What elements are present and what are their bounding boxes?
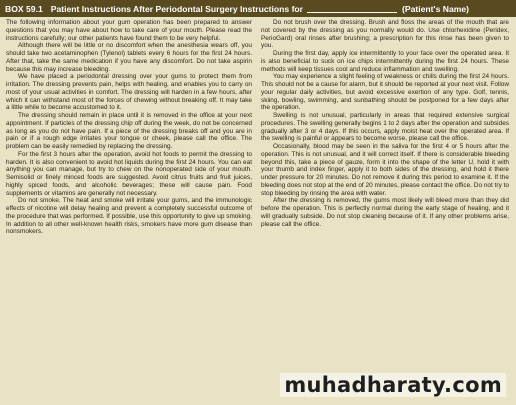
- paragraph: Occasionally, blood may be seen in the saliva for the first 4 or 5 hours after the operation. This is not unusual, and it will correct itself. If there is considerable bleeding beyond this, take a piece of gauze, form it into the shape of the letter U, hold it with your thumb and index finger, apply it to both sides of the dressing, and hold it there under pressure for 20 minutes. Do not remove it during this period to examine it. If the bleeding does not stop at the end of 20 minutes, please contact the office. Do not try to stop bleeding by rinsing the area with water.: [261, 143, 509, 197]
- left-column: [6, 19, 252, 236]
- paragraph: You may experience a slight feeling of weakness or chills during the first 24 hours. This should not be a cause for alarm, but it should be reported at your next visit. Follow your regular daily activities, but avoid excessive exertion of any type. Golf, tennis, skiing, bowling, swimming, and sunbathing should be postponed for a few days after the operation.: [261, 73, 509, 112]
- paragraph: For the first 3 hours after the operation, avoid hot foods to permit the dressing to harden. It is also convenient to avoid hot liquids during the first 24 hours. You can eat anything you can manage, but try to chew on the nonoperated side of your mouth. Semisolid or finely minced foods are suggested. Avoid citrus fruits and fruit juices, highly spiced foods, and alcoholic beverages; these will cause pain. Food supplements or vitamins are generally not necessary.: [6, 150, 252, 197]
- box-header: [0, 0, 516, 17]
- paragraph: After the dressing is removed, the gums most likely will bleed more than they did before the operation. This is perfectly normal during the early stage of healing, and it will gradually subside. Do not stop cleaning because of it. If any other problems arise, please call the office.: [261, 197, 509, 228]
- box-title-suffix: (Patient's Name): [402, 3, 470, 14]
- box-label: BOX 59.1: [5, 3, 43, 14]
- patient-name-blank: [307, 4, 397, 13]
- paragraph: Do not smoke. The heat and smoke will irritate your gums, and the immunologic effects of nicotine will delay healing and prevent a completely successful outcome of the procedure that was performed. If possible, use this opportunity to give up smoking. In addition to all other well-known health risks, smokers have more gum disease than nonsmokers.: [6, 197, 252, 236]
- paragraph: Swelling is not unusual, particularly in areas that required extensive surgical procedures. The swelling generally begins 1 to 2 days after the operation and subsides gradually after 3 or 4 days. If this occurs, apply moist heat over the operated area. If the swelling is painful or appears to become worse, please call the office.: [261, 112, 509, 143]
- paragraph: The following information about your gum operation has been prepared to answer questions that you may have about how to take care of your mouth. Please read the instructions carefully; our other patients have found them to be very helpful.: [6, 19, 252, 42]
- right-column: [261, 19, 509, 228]
- paragraph: We have placed a periodontal dressing over your gums to protect them from irritation. The dressing prevents pain, helps with healing, and enables you to carry on most of your usual activities in comfort. The dressing will harden in a few hours, after which it can withstand most of the forces of chewing without breaking off. It may take a little while to become accustomed to it.: [6, 73, 252, 112]
- paragraph: Although there will be little or no discomfort when the anesthesia wears off, you should take two acetaminophen (Tylenol) tablets every 6 hours for the first 24 hours. After that, take the same medication if you have any discomfort. Do not take aspirin because this may increase bleeding.: [6, 42, 252, 73]
- paragraph: Do not brush over the dressing. Brush and floss the areas of the mouth that are not covered by the dressing as you normally would do. Use chlorhexidine (Peridex, PerioGard) oral rinses after brushing; a prescription for this rinse has been given to you.: [261, 19, 509, 50]
- paragraph: The dressing should remain in place until it is removed in the office at your next appointment. If particles of the dressing chip off during the week, do not be concerned as long as you do not have pain. If a piece of the dressing breaks off and you are in pain or if a rough edge irritates your tongue or cheek, please call the office. The problem can be easily remedied by replacing the dressing.: [6, 112, 252, 150]
- watermark: muhadharaty.com: [280, 373, 506, 397]
- box-title: Patient Instructions After Periodontal Surgery Instructions for: [50, 3, 304, 14]
- paragraph: During the first day, apply ice intermittently to your face over the operated area. It is also beneficial to suck on ice chips intermittently during the first 24 hours. These methods will keep tissues cool and reduce inflammation and swelling.: [261, 50, 509, 73]
